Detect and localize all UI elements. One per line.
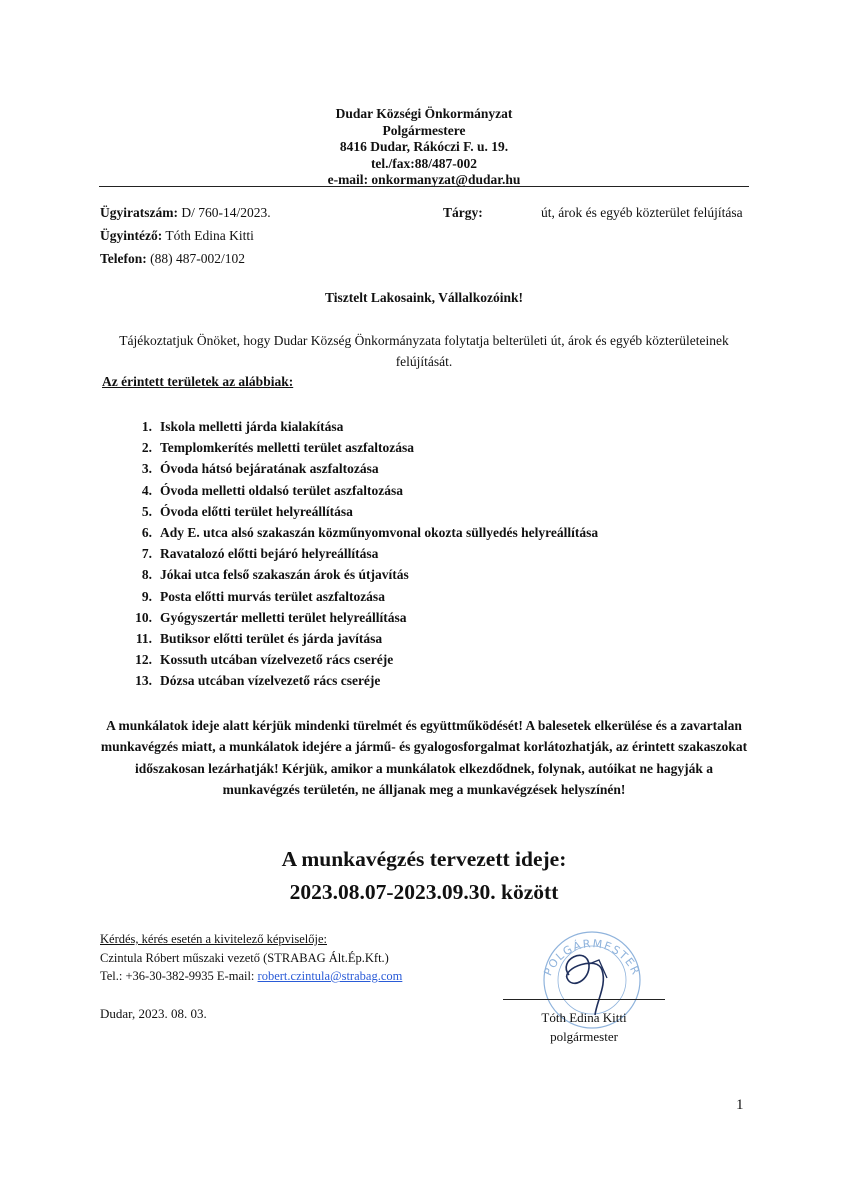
administrator-label: Ügyintéző:	[100, 228, 163, 243]
notice-paragraph: A munkálatok ideje alatt kérjük mindenki türelmét és együttműködését! A balesetek elkerülése és a zavartalan munkavégzés miatt, a munkálatok idejére a jármű- és gyalogosforgalmat korlátozhatják, az érintett szakaszokat időszakosan lezárhatják! Kérjük, amikor a munkálatok elkezdődnek, folynak, autóikat ne hagyják a munkavégzés területén, ne álljanak meg a munkavégzések helyszínén!	[100, 718, 748, 797]
case-number-label: Ügyiratszám:	[100, 205, 178, 220]
signatory-role: polgármester	[550, 1029, 618, 1044]
list-item: 9. Posta előtti murvás terület aszfaltozása	[141, 588, 385, 604]
administrator-row	[100, 224, 271, 247]
signature-stroke	[589, 960, 607, 978]
list-item: 8. Jókai utca felső szakaszán árok és útjavítás	[141, 567, 409, 583]
phone-value: (88) 487-002/102	[150, 251, 245, 266]
stamp-text: POLGÁRMESTER	[541, 937, 643, 978]
contact-tel: Tel.: +36-30-382-9935 E-mail:	[100, 969, 258, 983]
list-item: 10. Gyógyszertár melletti terület helyreállítása	[135, 609, 407, 625]
signature-line	[503, 999, 665, 1000]
subject-value: út, árok és egyéb közterület felújítása	[541, 205, 743, 220]
list-item: 4. Óvoda melletti oldalsó terület aszfaltozása	[141, 482, 403, 498]
list-item: 11. Butiksor előtti terület és járda javítása	[135, 631, 383, 647]
schedule-title: A munkavégzés tervezett ideje:	[281, 847, 567, 871]
signatory-name: Tóth Edina Kitti	[541, 1010, 627, 1025]
administrator-value: Tóth Edina Kitti	[165, 228, 254, 243]
contact-title: Kérdés, kérés esetén a kivitelező képviselője:	[100, 932, 327, 946]
list-title: Az érintett területek az alábbiak:	[102, 374, 294, 389]
list-item: 6. Ady E. utca alsó szakaszán közműnyomvonal okozta süllyedés helyreállítása	[141, 525, 599, 541]
case-meta	[100, 201, 271, 270]
org-name: Dudar Községi Önkormányzat	[335, 106, 513, 121]
office-name: Polgármestere	[382, 122, 466, 138]
contact-block	[100, 930, 402, 986]
signatory	[503, 1008, 665, 1046]
schedule	[0, 843, 848, 909]
subject-label	[443, 201, 483, 224]
phone-label: Telefon:	[100, 251, 147, 266]
phone-row	[100, 247, 271, 270]
case-number-value: D/ 760-14/2023.	[181, 205, 271, 220]
org-email: e-mail: onkormanyzat@dudar.hu	[327, 172, 521, 187]
header-divider	[99, 186, 749, 187]
list-item: 3. Óvoda hátsó bejáratának aszfaltozása	[141, 461, 379, 477]
org-address: 8416 Dudar, Rákóczi F. u. 19.	[339, 139, 509, 154]
place-date: Dudar, 2023. 08. 03.	[100, 1006, 207, 1021]
list-item: 1. Iskola melletti járda kialakítása	[141, 419, 344, 434]
org-phone: tel./fax:88/487-002	[370, 155, 478, 171]
list-item: 7. Ravatalozó előtti bejáró helyreállítása	[141, 546, 379, 562]
list-item: 13. Dózsa utcában vízelvezető rács cseréje	[135, 673, 381, 689]
greeting: Tisztelt Lakosaink, Vállalkozóink!	[325, 290, 523, 305]
list-item: 5. Óvoda előtti terület helyreállítása	[141, 503, 353, 519]
intro-paragraph: Tájékoztatjuk Önöket, hogy Dudar Község Önkormányzata folytatja belterületi út, árok és egyéb közterületeinek felújítását.	[119, 333, 729, 369]
case-number-row	[100, 201, 271, 224]
page-number: 1	[736, 1097, 744, 1113]
contact-email-link[interactable]: robert.czintula@strabag.com	[257, 969, 403, 983]
subject-label-text: Tárgy:	[443, 205, 483, 220]
contact-person: Czintula Róbert műszaki vezető (STRABAG Ált.Ép.Kft.)	[100, 950, 389, 965]
works-list	[124, 416, 598, 692]
schedule-dates: 2023.08.07-2023.09.30. között	[289, 880, 559, 904]
contact-line	[100, 967, 402, 986]
handwritten-signature	[566, 955, 603, 1015]
list-item: 12. Kossuth utcában vízelvezető rács cseréje	[135, 652, 394, 668]
letterhead	[0, 106, 848, 189]
list-item: 2. Templomkerítés melletti terület aszfaltozása	[141, 440, 415, 456]
